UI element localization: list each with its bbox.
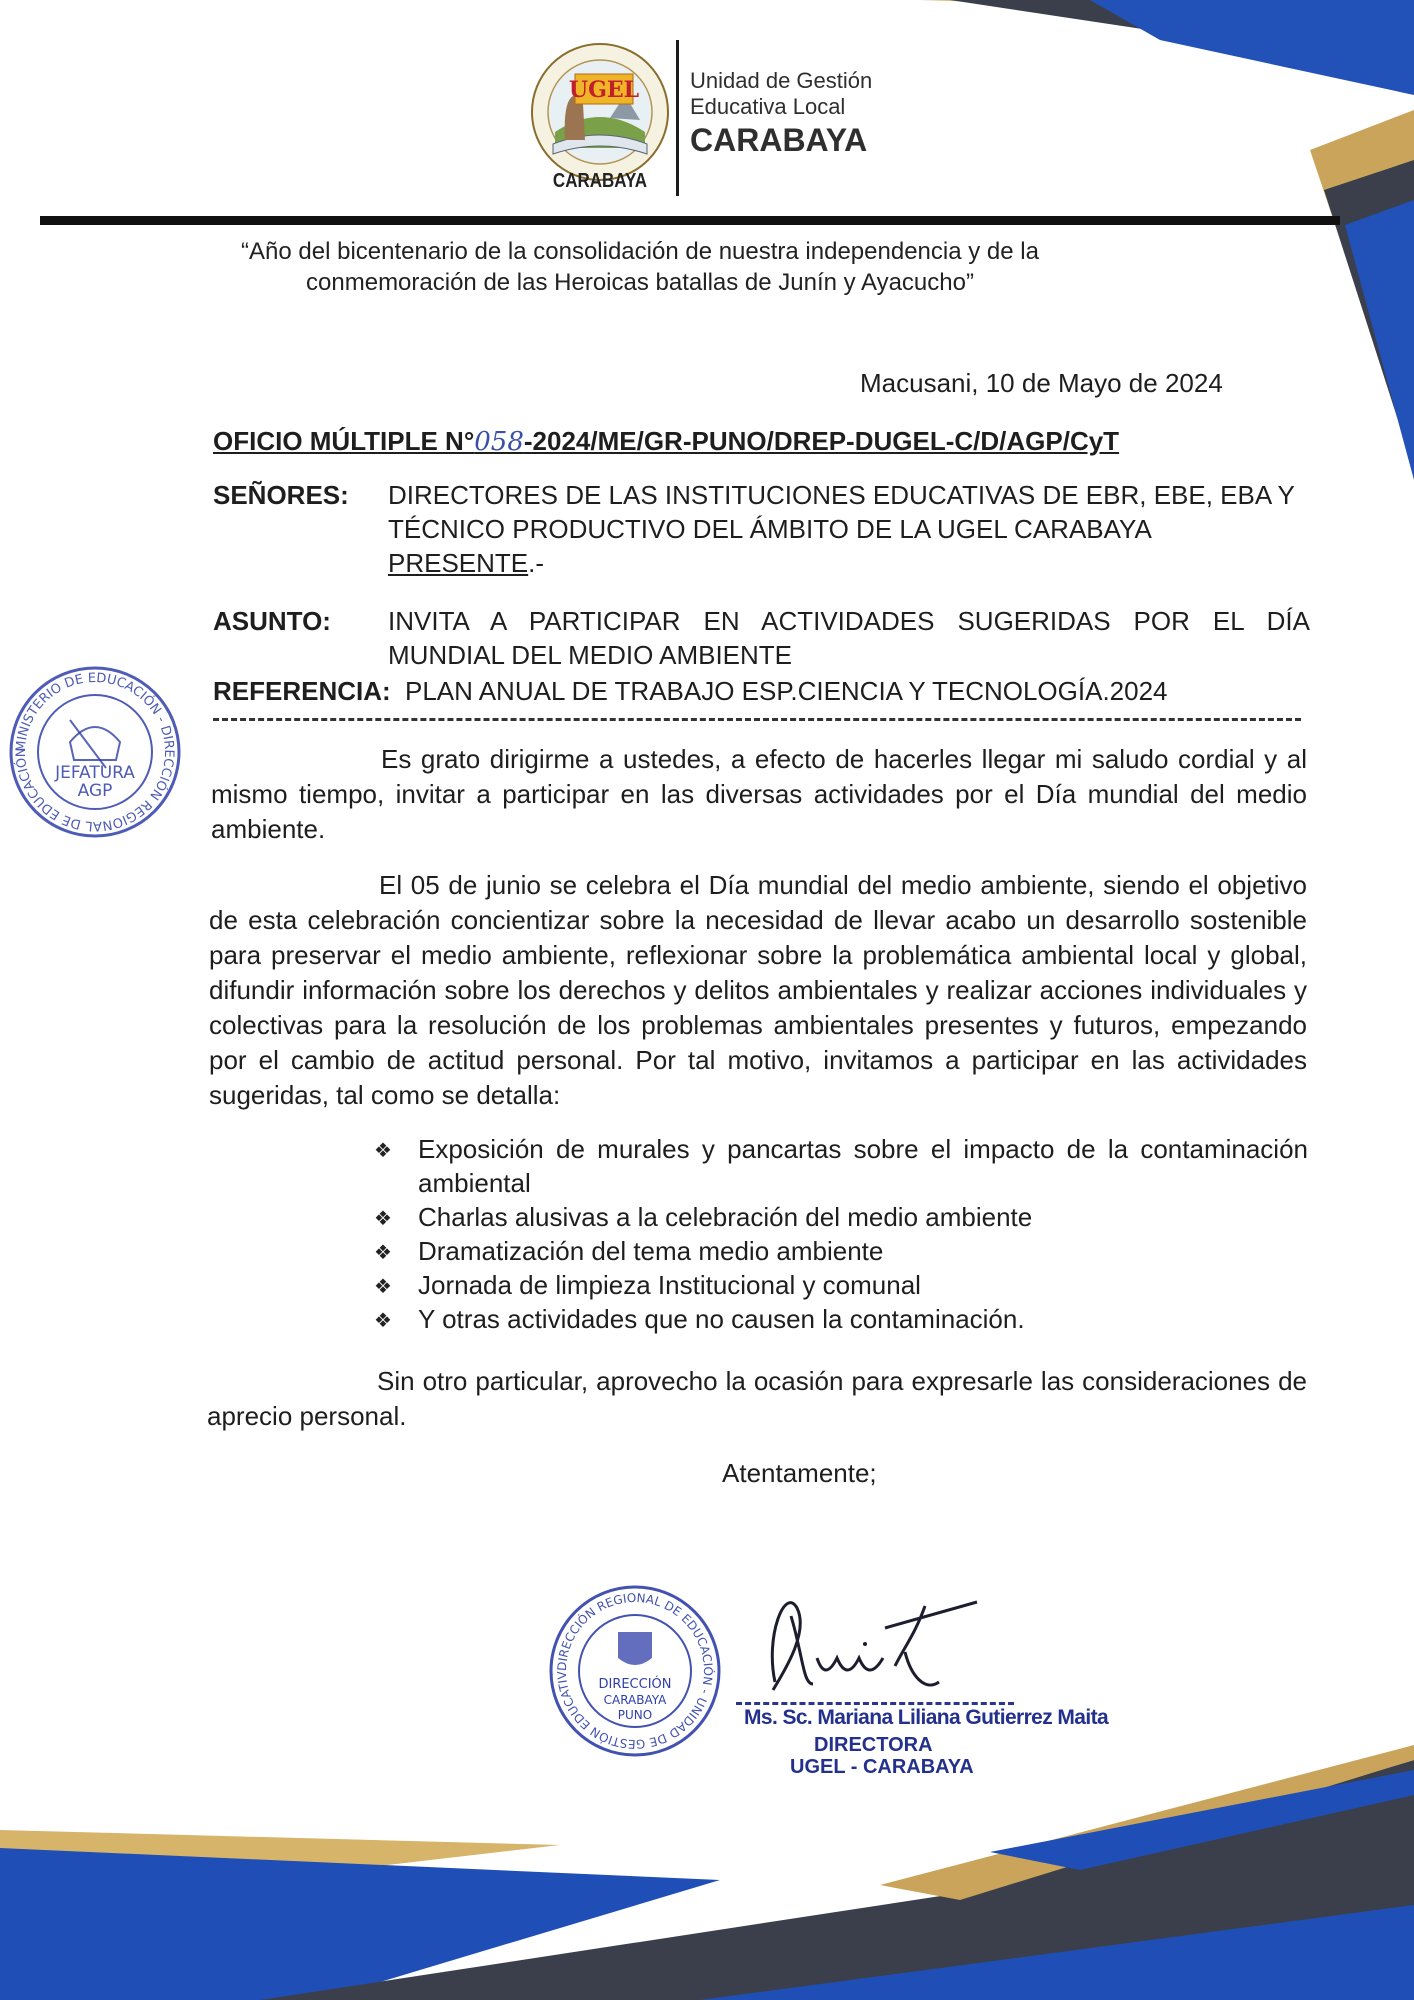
signer-name: Ms. Sc. Mariana Liliana Gutierrez Maita (744, 1706, 1109, 1729)
year-motto (200, 236, 1080, 298)
ugel-unit-name (690, 68, 872, 159)
paragraph-context: El 05 de junio se celebra el Día mundial del medio ambiente, siendo el objetivo de esta celebración concientizar sobre la necesidad de llevar acabo un desarrollo sostenible para preservar el medio ambiente, reflexionar sobre la problemática ambiental local y global, difundir información sobre los derechos y delitos ambientales y realizar acciones individuales y colectivas para la resolución de los problemas ambientales presentes y futuros, empezando por el cambio de actitud personal. Por tal motivo, invitamos a participar en las actividades sugeridas, tal como se detalla: (209, 870, 1307, 1110)
presente-suffix: .- (528, 548, 545, 578)
handwritten-signature (755, 1586, 995, 1706)
document-number-prefix: OFICIO MÚLTIPLE N° (213, 426, 475, 456)
unit-line-2: Educativa Local (690, 94, 846, 120)
activity-text: Exposición de murales y pancartas sobre el impacto de la contaminación ambiental (418, 1134, 1308, 1198)
header-rule (40, 216, 1340, 225)
diamond-bullet-icon: ❖ (374, 1276, 392, 1298)
signature-line (736, 1702, 1014, 1705)
diamond-bullet-icon: ❖ (374, 1208, 392, 1230)
motto-line-2: conmemoración de las Heroicas batallas de Junín y Ayacucho” (306, 269, 974, 296)
signer-title: DIRECTORA (814, 1734, 933, 1756)
asunto-line-1: INVITA A PARTICIPAR EN ACTIVIDADES SUGERIDAS POR EL DÍA (388, 606, 1310, 636)
motto-line-1: “Año del bicentenario de la consolidación de nuestra independencia y de la (241, 238, 1039, 265)
activity-text: Jornada de limpieza Institucional y comunal (418, 1270, 921, 1300)
list-item (372, 1302, 1308, 1336)
stamp-jefatura-agp (8, 660, 183, 845)
activities-list (372, 1132, 1308, 1336)
senores-label: SEÑORES: (213, 480, 349, 510)
document-number-suffix: -2024/ME/GR-PUNO/DREP-DUGEL-C/D/AGP/CyT (523, 426, 1120, 456)
asunto-value (388, 604, 1310, 672)
closing-salutation: Atentamente; (722, 1458, 877, 1488)
seal-center-3: PUNO (617, 1708, 653, 1722)
seal-ring-text: DIRECCIÓN REGIONAL DE EDUCACIÓN - UNIDAD DE GESTIÓN EDUCATIV (554, 1590, 716, 1752)
ugel-logo (525, 40, 675, 200)
list-item (372, 1268, 1308, 1302)
diamond-bullet-icon: ❖ (374, 1242, 392, 1264)
place-date: Macusani, 10 de Mayo de 2024 (860, 368, 1223, 398)
activity-text: Dramatización del tema medio ambiente (418, 1236, 884, 1266)
seal-center-1: DIRECCIÓN (598, 1677, 672, 1692)
logo-caption: CARABAYA (552, 170, 648, 192)
senores-recipients: DIRECTORES DE LAS INSTITUCIONES EDUCATIVAS DE EBR, EBE, EBA Y TÉCNICO PRODUCTIVO DEL ÁMBITO DE LA UGEL CARABAYA (388, 480, 1295, 544)
activity-text: Charlas alusivas a la celebración del medio ambiente (418, 1202, 1033, 1232)
stamp-left-center-2: AGP (77, 781, 113, 801)
header-divider (676, 40, 679, 196)
senores-value (388, 478, 1318, 580)
list-item (372, 1234, 1308, 1268)
logo-acronym: UGEL (568, 77, 640, 103)
diamond-bullet-icon: ❖ (374, 1310, 392, 1332)
asunto-line-2: MUNDIAL DEL MEDIO AMBIENTE (388, 640, 793, 670)
asunto-label: ASUNTO: (213, 606, 331, 636)
presente-text: PRESENTE (388, 548, 529, 578)
dashed-separator (213, 718, 1301, 721)
document-number (213, 426, 1119, 457)
unit-line-1: Unidad de Gestión (690, 68, 873, 93)
seal-center-2: CARABAYA (603, 1693, 667, 1707)
diamond-bullet-icon: ❖ (374, 1140, 392, 1162)
activity-text: Y otras actividades que no causen la contaminación. (418, 1304, 1025, 1334)
paragraph-greeting: Es grato dirigirme a ustedes, a efecto de hacerles llegar mi saludo cordial y al mismo tiempo, invitar a participar en las diversas actividades por el Día mundial del medio ambiente. (211, 744, 1307, 844)
unit-line-3: CARABAYA (690, 121, 868, 158)
stamp-left-center-1: JEFATURA (55, 763, 135, 783)
paragraph-closing: Sin otro particular, aprovecho la ocasión para expresarle las consideraciones de aprecio personal. (207, 1366, 1307, 1431)
list-item (372, 1200, 1308, 1234)
stamp-left-ring-text: MINISTERIO DE EDUCACIÓN - DIRECCIÓN REGIONAL DE EDUCACIÓN (13, 670, 177, 834)
document-number-handwritten: 058 (474, 427, 524, 457)
list-item (372, 1132, 1308, 1200)
referencia-label: REFERENCIA: (213, 676, 391, 706)
signer-organization: UGEL - CARABAYA (790, 1756, 974, 1778)
official-seal (548, 1580, 723, 1762)
referencia-value: PLAN ANUAL DE TRABAJO ESP.CIENCIA Y TECNOLOGÍA.2024 (405, 676, 1168, 706)
